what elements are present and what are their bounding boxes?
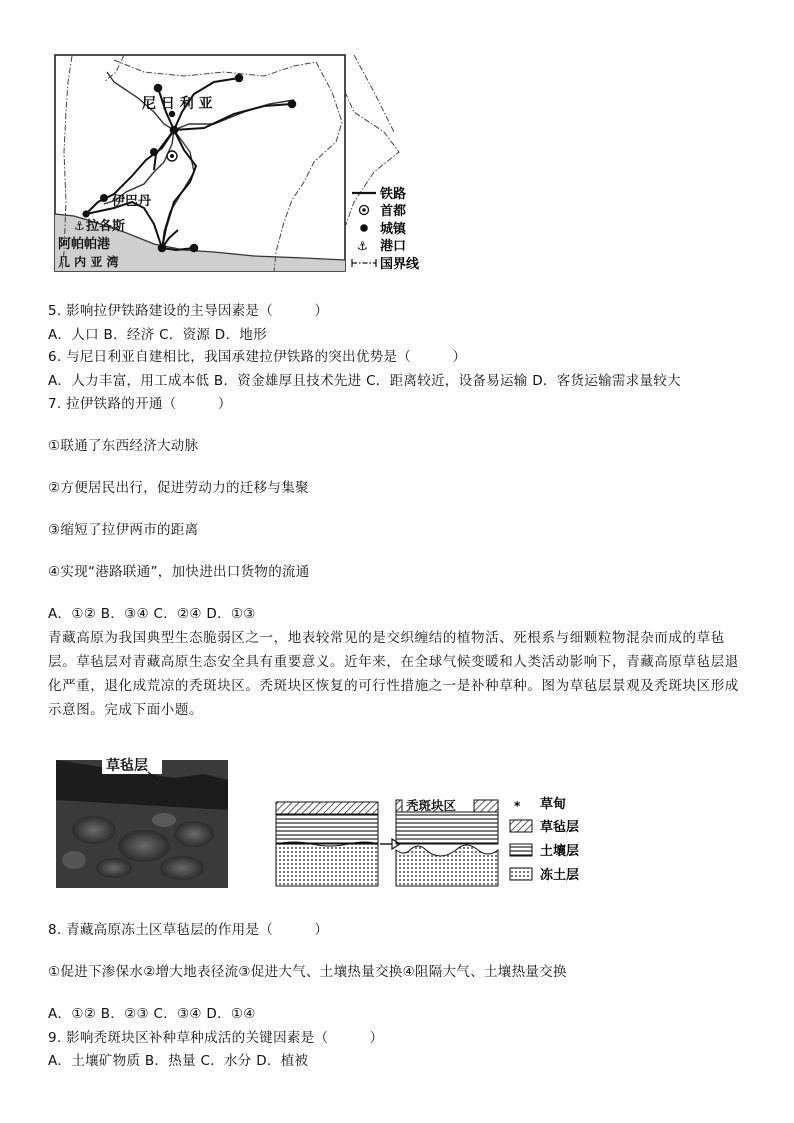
q5-stem: 5. 影响拉伊铁路建设的主导因素是（ ） [48,303,329,319]
q8-stem: 8. 青藏高原冻土区草毡层的作用是（ ） [48,922,329,938]
q8-items: ①促进下渗保水②增大地表径流③促进大气、土壤热量交换④阻隔大气、土壤热量交换 [48,964,567,980]
map-legend [352,186,420,272]
q9-stem: 9. 影响秃斑块区补种草种成活的关键因素是（ ） [48,1030,384,1046]
profile-healthy [276,802,378,886]
label-lagos: 拉各斯 [86,219,126,234]
grass-mat-photo [56,756,228,888]
label-country: 尼 日 利 亚 [142,96,213,112]
legend-capital: 首都 [380,204,407,219]
port-icon: ⚓ [74,219,85,233]
legend-mat: 草毡层 [540,820,580,835]
legend-port: 港口 [380,239,407,254]
q8-options: A．①② B．②③ C．③④ D．①④ [48,1006,256,1022]
q7-options: A．①② B．③④ C．②④ D．①③ [48,606,256,622]
q9-options: A．土壤矿物质 B．热量 C．水分 D．植被 [48,1053,309,1069]
legend-town: 城镇 [380,222,407,237]
q7-item-3: ③缩短了拉伊两市的距离 [48,522,199,538]
capital-marker [167,151,177,161]
q7-item-2: ②方便居民出行，促进劳动力的迁移与集聚 [48,480,309,496]
passage-text: 青藏高原为我国典型生态脆弱区之一，地表较常见的是交织缠结的植物活、死根系与细颗粒物混杂而成的草毡层。草毡层对青藏高原生态安全具有重要意义。近年来，在全球气候变暖和人类活动影响下，青藏高原草毡层退化严重，退化成荒凉的秃斑块区。秃斑块区恢复的可行性措施之一是补种草种。图为草毡层景观及秃斑块区形成示意图。完成下面小题。 [48,630,739,718]
legend-port-icon: ⚓ [357,239,368,253]
legend-soil: 土壤层 [540,844,580,859]
legend-grass-icon: * [514,799,521,813]
label-ibadan: 伊巴丹 [112,194,152,209]
q7-item-4: ④实现“港路联通”，加快进出口货物的流通 [48,564,310,580]
legend-railway: 铁路 [380,187,407,202]
railway-map [54,52,434,276]
label-apapa: 阿帕帕港 [58,237,111,252]
profile-bald-patch [396,798,498,886]
legend-grass: 草甸 [540,797,567,812]
bald-patch-label: 秃斑块区 [406,798,457,813]
legend-frozen: 冻土层 [540,868,580,883]
label-gulf: 几 内 亚 湾 [58,255,119,269]
q7-stem: 7. 拉伊铁路的开通（ ） [48,396,232,412]
q6-stem: 6. 与尼日利亚自建相比，我国承建拉伊铁路的突出优势是（ ） [48,349,467,365]
photo-label-grass-mat: 草毡层 [106,758,148,774]
q6-options: A．人力丰富，用工成本低 B．资金雄厚且技术先进 C．距离较近，设备易运输 D．客货运输需求量较大 [48,373,681,389]
legend-border: 国界线 [380,257,420,272]
q5-options: A．人口 B．经济 C．资源 D．地形 [48,327,267,343]
grass-mat-figure [54,750,594,892]
figure2-legend [510,796,579,883]
q7-item-1: ①联通了东西经济大动脉 [48,438,199,454]
